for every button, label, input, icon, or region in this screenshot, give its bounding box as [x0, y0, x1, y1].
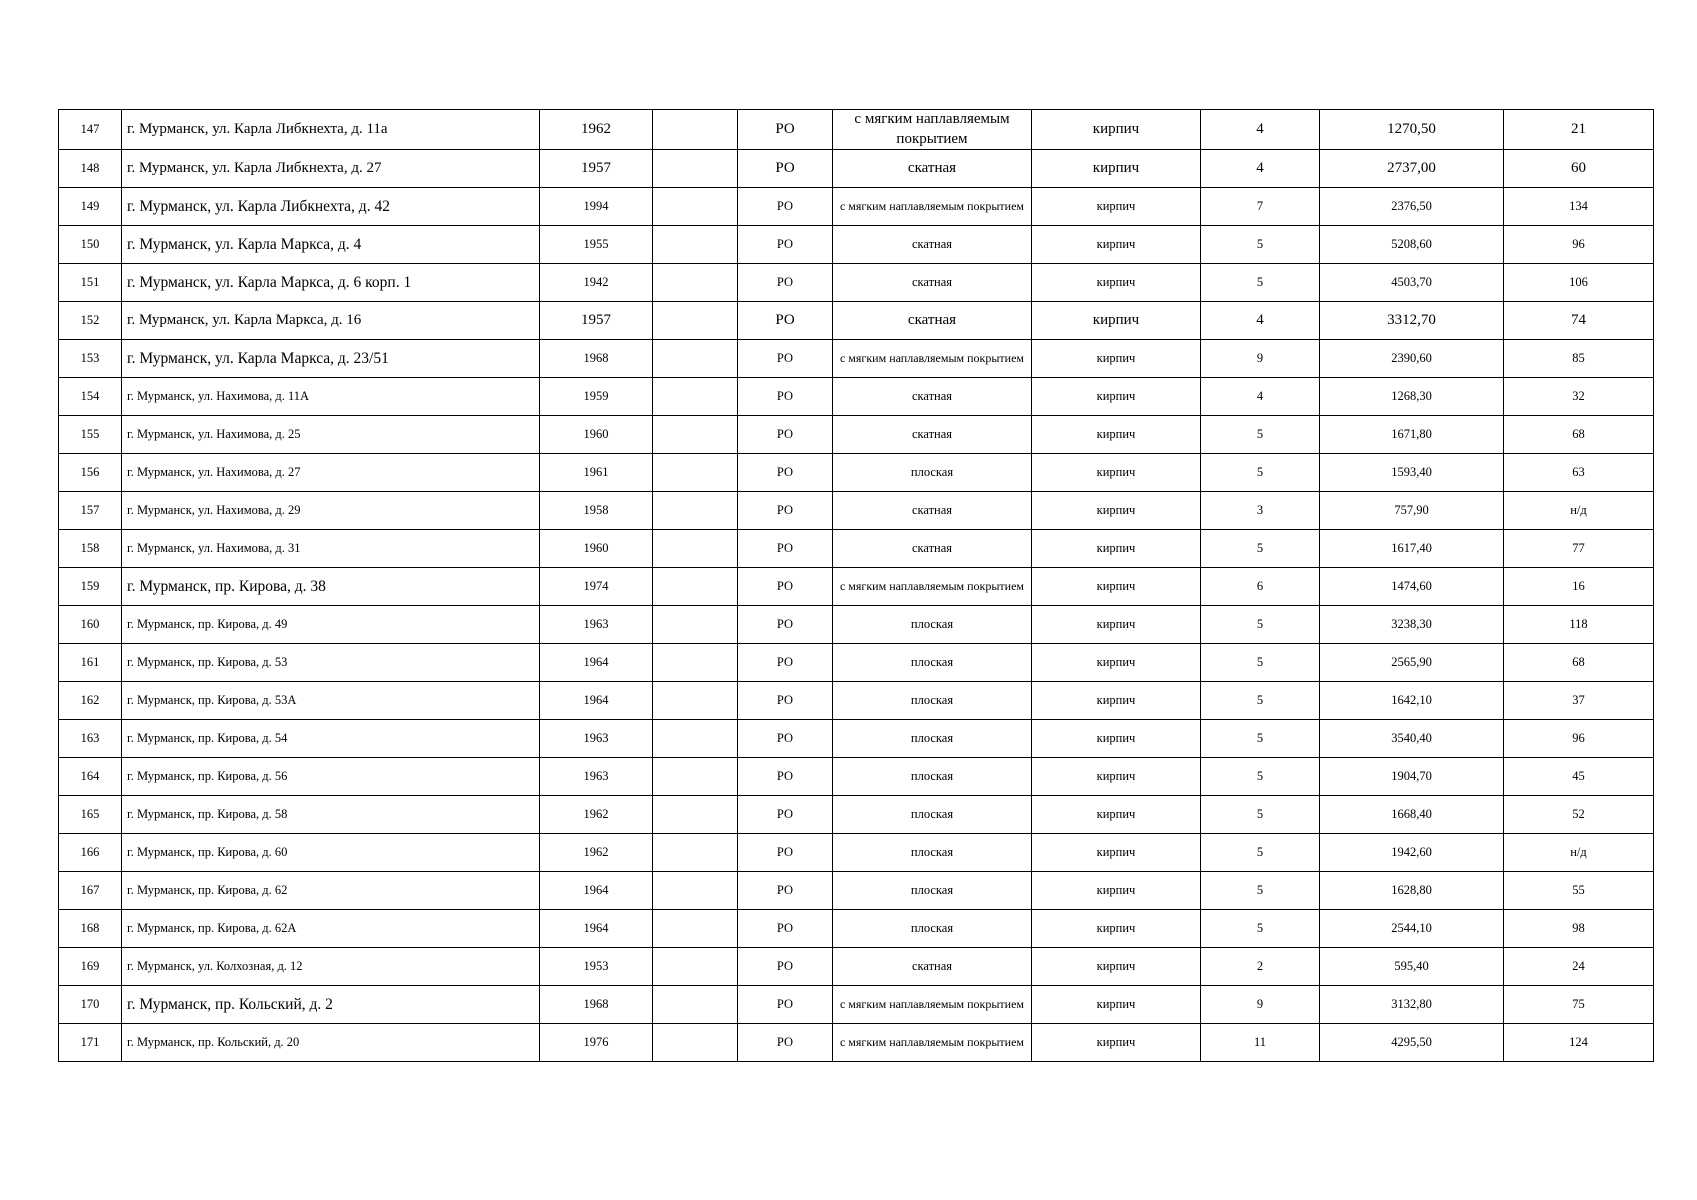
count-cell: 32	[1504, 378, 1654, 416]
floors-cell: 5	[1201, 606, 1320, 644]
wall-material-cell: кирпич	[1032, 568, 1201, 606]
count-cell: 68	[1504, 644, 1654, 682]
wall-material-cell: кирпич	[1032, 986, 1201, 1024]
floors-cell: 5	[1201, 454, 1320, 492]
address-cell: г. Мурманск, ул. Нахимова, д. 31	[122, 530, 540, 568]
type-cell: РО	[738, 226, 833, 264]
type-cell: РО	[738, 682, 833, 720]
address-cell: г. Мурманск, пр. Кольский, д. 2	[122, 986, 540, 1024]
count-cell: 74	[1504, 302, 1654, 340]
row-number-cell: 162	[59, 682, 122, 720]
table-row	[59, 682, 1654, 720]
roof-type-cell: плоская	[833, 454, 1032, 492]
row-number-cell: 151	[59, 264, 122, 302]
count-cell: 37	[1504, 682, 1654, 720]
empty-cell	[653, 720, 738, 758]
wall-material-cell: кирпич	[1032, 644, 1201, 682]
roof-type-cell: с мягким наплавляемым покрытием	[833, 188, 1032, 226]
count-cell: 75	[1504, 986, 1654, 1024]
address-cell: г. Мурманск, пр. Кирова, д. 53	[122, 644, 540, 682]
count-cell: 106	[1504, 264, 1654, 302]
wall-material-cell: кирпич	[1032, 302, 1201, 340]
count-cell: 52	[1504, 796, 1654, 834]
table-row	[59, 1024, 1654, 1062]
address-cell: г. Мурманск, пр. Кирова, д. 49	[122, 606, 540, 644]
row-number-cell: 150	[59, 226, 122, 264]
address-cell: г. Мурманск, пр. Кирова, д. 54	[122, 720, 540, 758]
count-cell: 21	[1504, 110, 1654, 150]
table-row	[59, 416, 1654, 454]
floors-cell: 6	[1201, 568, 1320, 606]
empty-cell	[653, 150, 738, 188]
table-row	[59, 226, 1654, 264]
row-number-cell: 147	[59, 110, 122, 150]
wall-material-cell: кирпич	[1032, 264, 1201, 302]
roof-type-cell: с мягким наплавляемым покрытием	[833, 1024, 1032, 1062]
area-cell: 2544,10	[1320, 910, 1504, 948]
type-cell: РО	[738, 454, 833, 492]
type-cell: РО	[738, 150, 833, 188]
row-number-cell: 160	[59, 606, 122, 644]
wall-material-cell: кирпич	[1032, 720, 1201, 758]
empty-cell	[653, 910, 738, 948]
table-row	[59, 910, 1654, 948]
wall-material-cell: кирпич	[1032, 188, 1201, 226]
table-row	[59, 758, 1654, 796]
row-number-cell: 149	[59, 188, 122, 226]
type-cell: РО	[738, 110, 833, 150]
floors-cell: 9	[1201, 340, 1320, 378]
type-cell: РО	[738, 568, 833, 606]
address-cell: г. Мурманск, ул. Нахимова, д. 27	[122, 454, 540, 492]
address-cell: г. Мурманск, пр. Кирова, д. 53А	[122, 682, 540, 720]
floors-cell: 5	[1201, 758, 1320, 796]
count-cell: 55	[1504, 872, 1654, 910]
count-cell: 63	[1504, 454, 1654, 492]
row-number-cell: 161	[59, 644, 122, 682]
area-cell: 3540,40	[1320, 720, 1504, 758]
wall-material-cell: кирпич	[1032, 796, 1201, 834]
floors-cell: 5	[1201, 644, 1320, 682]
roof-type-cell: скатная	[833, 150, 1032, 188]
year-cell: 1963	[540, 606, 653, 644]
row-number-cell: 155	[59, 416, 122, 454]
type-cell: РО	[738, 492, 833, 530]
count-cell: н/д	[1504, 834, 1654, 872]
year-cell: 1960	[540, 530, 653, 568]
floors-cell: 7	[1201, 188, 1320, 226]
area-cell: 2376,50	[1320, 188, 1504, 226]
wall-material-cell: кирпич	[1032, 948, 1201, 986]
roof-type-cell: плоская	[833, 682, 1032, 720]
table-row	[59, 150, 1654, 188]
wall-material-cell: кирпич	[1032, 530, 1201, 568]
year-cell: 1964	[540, 682, 653, 720]
type-cell: РО	[738, 834, 833, 872]
row-number-cell: 164	[59, 758, 122, 796]
year-cell: 1957	[540, 150, 653, 188]
floors-cell: 4	[1201, 150, 1320, 188]
roof-type-cell: с мягким наплавляемым покрытием	[833, 986, 1032, 1024]
year-cell: 1962	[540, 110, 653, 150]
type-cell: РО	[738, 606, 833, 644]
empty-cell	[653, 530, 738, 568]
count-cell: 134	[1504, 188, 1654, 226]
type-cell: РО	[738, 910, 833, 948]
row-number-cell: 156	[59, 454, 122, 492]
empty-cell	[653, 606, 738, 644]
count-cell: 118	[1504, 606, 1654, 644]
table-row	[59, 264, 1654, 302]
area-cell: 1942,60	[1320, 834, 1504, 872]
roof-type-cell: плоская	[833, 872, 1032, 910]
wall-material-cell: кирпич	[1032, 150, 1201, 188]
row-number-cell: 169	[59, 948, 122, 986]
address-cell: г. Мурманск, ул. Карла Маркса, д. 4	[122, 226, 540, 264]
area-cell: 1668,40	[1320, 796, 1504, 834]
table-row	[59, 872, 1654, 910]
roof-type-cell: плоская	[833, 644, 1032, 682]
row-number-cell: 159	[59, 568, 122, 606]
address-cell: г. Мурманск, пр. Кирова, д. 62	[122, 872, 540, 910]
roof-type-cell: скатная	[833, 226, 1032, 264]
year-cell: 1968	[540, 986, 653, 1024]
table-row	[59, 948, 1654, 986]
area-cell: 1268,30	[1320, 378, 1504, 416]
empty-cell	[653, 492, 738, 530]
type-cell: РО	[738, 1024, 833, 1062]
wall-material-cell: кирпич	[1032, 492, 1201, 530]
year-cell: 1953	[540, 948, 653, 986]
area-cell: 1270,50	[1320, 110, 1504, 150]
address-cell: г. Мурманск, пр. Кирова, д. 62А	[122, 910, 540, 948]
row-number-cell: 171	[59, 1024, 122, 1062]
type-cell: РО	[738, 948, 833, 986]
year-cell: 1964	[540, 872, 653, 910]
area-cell: 1593,40	[1320, 454, 1504, 492]
row-number-cell: 154	[59, 378, 122, 416]
table-row	[59, 568, 1654, 606]
wall-material-cell: кирпич	[1032, 340, 1201, 378]
roof-type-cell: скатная	[833, 264, 1032, 302]
address-cell: г. Мурманск, ул. Карла Либкнехта, д. 42	[122, 188, 540, 226]
floors-cell: 5	[1201, 796, 1320, 834]
year-cell: 1963	[540, 758, 653, 796]
address-cell: г. Мурманск, ул. Карла Маркса, д. 23/51	[122, 340, 540, 378]
empty-cell	[653, 568, 738, 606]
table-row	[59, 834, 1654, 872]
type-cell: РО	[738, 872, 833, 910]
year-cell: 1994	[540, 188, 653, 226]
type-cell: РО	[738, 720, 833, 758]
table-row	[59, 720, 1654, 758]
type-cell: РО	[738, 416, 833, 454]
floors-cell: 5	[1201, 682, 1320, 720]
wall-material-cell: кирпич	[1032, 606, 1201, 644]
row-number-cell: 165	[59, 796, 122, 834]
table-row	[59, 986, 1654, 1024]
row-number-cell: 157	[59, 492, 122, 530]
year-cell: 1963	[540, 720, 653, 758]
address-cell: г. Мурманск, ул. Карла Маркса, д. 16	[122, 302, 540, 340]
year-cell: 1964	[540, 910, 653, 948]
wall-material-cell: кирпич	[1032, 682, 1201, 720]
floors-cell: 5	[1201, 910, 1320, 948]
year-cell: 1957	[540, 302, 653, 340]
year-cell: 1961	[540, 454, 653, 492]
roof-type-cell: плоская	[833, 720, 1032, 758]
area-cell: 4503,70	[1320, 264, 1504, 302]
row-number-cell: 158	[59, 530, 122, 568]
roof-type-cell: плоская	[833, 910, 1032, 948]
wall-material-cell: кирпич	[1032, 110, 1201, 150]
area-cell: 1628,80	[1320, 872, 1504, 910]
table-row	[59, 340, 1654, 378]
area-cell: 5208,60	[1320, 226, 1504, 264]
area-cell: 3312,70	[1320, 302, 1504, 340]
year-cell: 1958	[540, 492, 653, 530]
empty-cell	[653, 796, 738, 834]
empty-cell	[653, 110, 738, 150]
floors-cell: 11	[1201, 1024, 1320, 1062]
table-row	[59, 302, 1654, 340]
year-cell: 1959	[540, 378, 653, 416]
floors-cell: 5	[1201, 226, 1320, 264]
floors-cell: 5	[1201, 720, 1320, 758]
row-number-cell: 166	[59, 834, 122, 872]
count-cell: 96	[1504, 226, 1654, 264]
count-cell: 24	[1504, 948, 1654, 986]
type-cell: РО	[738, 302, 833, 340]
area-cell: 2390,60	[1320, 340, 1504, 378]
roof-type-cell: с мягким наплавляемым покрытием	[833, 110, 1032, 150]
building-registry-table	[58, 109, 1654, 1062]
empty-cell	[653, 302, 738, 340]
floors-cell: 2	[1201, 948, 1320, 986]
table-row	[59, 110, 1654, 150]
count-cell: 45	[1504, 758, 1654, 796]
type-cell: РО	[738, 264, 833, 302]
area-cell: 1474,60	[1320, 568, 1504, 606]
address-cell: г. Мурманск, пр. Кирова, д. 58	[122, 796, 540, 834]
floors-cell: 5	[1201, 834, 1320, 872]
empty-cell	[653, 644, 738, 682]
row-number-cell: 163	[59, 720, 122, 758]
roof-type-cell: скатная	[833, 530, 1032, 568]
empty-cell	[653, 758, 738, 796]
count-cell: 77	[1504, 530, 1654, 568]
table-body	[59, 110, 1654, 1062]
area-cell: 2737,00	[1320, 150, 1504, 188]
count-cell: 124	[1504, 1024, 1654, 1062]
area-cell: 595,40	[1320, 948, 1504, 986]
empty-cell	[653, 1024, 738, 1062]
year-cell: 1968	[540, 340, 653, 378]
roof-type-cell: плоская	[833, 758, 1032, 796]
roof-type-cell: скатная	[833, 416, 1032, 454]
empty-cell	[653, 948, 738, 986]
year-cell: 1962	[540, 834, 653, 872]
roof-type-cell: с мягким наплавляемым покрытием	[833, 568, 1032, 606]
row-number-cell: 153	[59, 340, 122, 378]
count-cell: 68	[1504, 416, 1654, 454]
roof-type-cell: скатная	[833, 948, 1032, 986]
wall-material-cell: кирпич	[1032, 416, 1201, 454]
empty-cell	[653, 416, 738, 454]
wall-material-cell: кирпич	[1032, 454, 1201, 492]
empty-cell	[653, 454, 738, 492]
count-cell: н/д	[1504, 492, 1654, 530]
wall-material-cell: кирпич	[1032, 872, 1201, 910]
roof-type-cell: скатная	[833, 378, 1032, 416]
type-cell: РО	[738, 530, 833, 568]
floors-cell: 5	[1201, 416, 1320, 454]
address-cell: г. Мурманск, ул. Нахимова, д. 25	[122, 416, 540, 454]
year-cell: 1942	[540, 264, 653, 302]
count-cell: 60	[1504, 150, 1654, 188]
area-cell: 1671,80	[1320, 416, 1504, 454]
area-cell: 2565,90	[1320, 644, 1504, 682]
address-cell: г. Мурманск, ул. Карла Либкнехта, д. 11а	[122, 110, 540, 150]
area-cell: 1617,40	[1320, 530, 1504, 568]
empty-cell	[653, 188, 738, 226]
roof-type-cell: плоская	[833, 606, 1032, 644]
type-cell: РО	[738, 340, 833, 378]
count-cell: 16	[1504, 568, 1654, 606]
year-cell: 1955	[540, 226, 653, 264]
wall-material-cell: кирпич	[1032, 758, 1201, 796]
floors-cell: 9	[1201, 986, 1320, 1024]
empty-cell	[653, 378, 738, 416]
area-cell: 4295,50	[1320, 1024, 1504, 1062]
empty-cell	[653, 834, 738, 872]
wall-material-cell: кирпич	[1032, 834, 1201, 872]
address-cell: г. Мурманск, пр. Кольский, д. 20	[122, 1024, 540, 1062]
count-cell: 98	[1504, 910, 1654, 948]
roof-type-cell: плоская	[833, 834, 1032, 872]
empty-cell	[653, 264, 738, 302]
area-cell: 1642,10	[1320, 682, 1504, 720]
table-row	[59, 492, 1654, 530]
table-row	[59, 530, 1654, 568]
wall-material-cell: кирпич	[1032, 226, 1201, 264]
area-cell: 757,90	[1320, 492, 1504, 530]
floors-cell: 4	[1201, 302, 1320, 340]
year-cell: 1964	[540, 644, 653, 682]
floors-cell: 5	[1201, 530, 1320, 568]
table-row	[59, 378, 1654, 416]
empty-cell	[653, 226, 738, 264]
year-cell: 1960	[540, 416, 653, 454]
count-cell: 85	[1504, 340, 1654, 378]
year-cell: 1962	[540, 796, 653, 834]
table-row	[59, 188, 1654, 226]
row-number-cell: 168	[59, 910, 122, 948]
year-cell: 1974	[540, 568, 653, 606]
floors-cell: 4	[1201, 378, 1320, 416]
year-cell: 1976	[540, 1024, 653, 1062]
address-cell: г. Мурманск, пр. Кирова, д. 60	[122, 834, 540, 872]
table-row	[59, 454, 1654, 492]
roof-type-cell: скатная	[833, 302, 1032, 340]
address-cell: г. Мурманск, ул. Нахимова, д. 11А	[122, 378, 540, 416]
type-cell: РО	[738, 378, 833, 416]
empty-cell	[653, 340, 738, 378]
type-cell: РО	[738, 796, 833, 834]
area-cell: 3132,80	[1320, 986, 1504, 1024]
address-cell: г. Мурманск, ул. Карла Либкнехта, д. 27	[122, 150, 540, 188]
count-cell: 96	[1504, 720, 1654, 758]
table-row	[59, 644, 1654, 682]
floors-cell: 5	[1201, 264, 1320, 302]
row-number-cell: 167	[59, 872, 122, 910]
empty-cell	[653, 872, 738, 910]
empty-cell	[653, 682, 738, 720]
wall-material-cell: кирпич	[1032, 910, 1201, 948]
type-cell: РО	[738, 188, 833, 226]
roof-type-cell: скатная	[833, 492, 1032, 530]
row-number-cell: 148	[59, 150, 122, 188]
area-cell: 1904,70	[1320, 758, 1504, 796]
floors-cell: 4	[1201, 110, 1320, 150]
row-number-cell: 152	[59, 302, 122, 340]
address-cell: г. Мурманск, ул. Нахимова, д. 29	[122, 492, 540, 530]
address-cell: г. Мурманск, пр. Кирова, д. 56	[122, 758, 540, 796]
area-cell: 3238,30	[1320, 606, 1504, 644]
type-cell: РО	[738, 644, 833, 682]
roof-type-cell: плоская	[833, 796, 1032, 834]
wall-material-cell: кирпич	[1032, 1024, 1201, 1062]
address-cell: г. Мурманск, ул. Карла Маркса, д. 6 корп. 1	[122, 264, 540, 302]
roof-type-cell: с мягким наплавляемым покрытием	[833, 340, 1032, 378]
table-row	[59, 796, 1654, 834]
table-row	[59, 606, 1654, 644]
floors-cell: 3	[1201, 492, 1320, 530]
address-cell: г. Мурманск, пр. Кирова, д. 38	[122, 568, 540, 606]
floors-cell: 5	[1201, 872, 1320, 910]
type-cell: РО	[738, 758, 833, 796]
empty-cell	[653, 986, 738, 1024]
address-cell: г. Мурманск, ул. Колхозная, д. 12	[122, 948, 540, 986]
type-cell: РО	[738, 986, 833, 1024]
wall-material-cell: кирпич	[1032, 378, 1201, 416]
row-number-cell: 170	[59, 986, 122, 1024]
